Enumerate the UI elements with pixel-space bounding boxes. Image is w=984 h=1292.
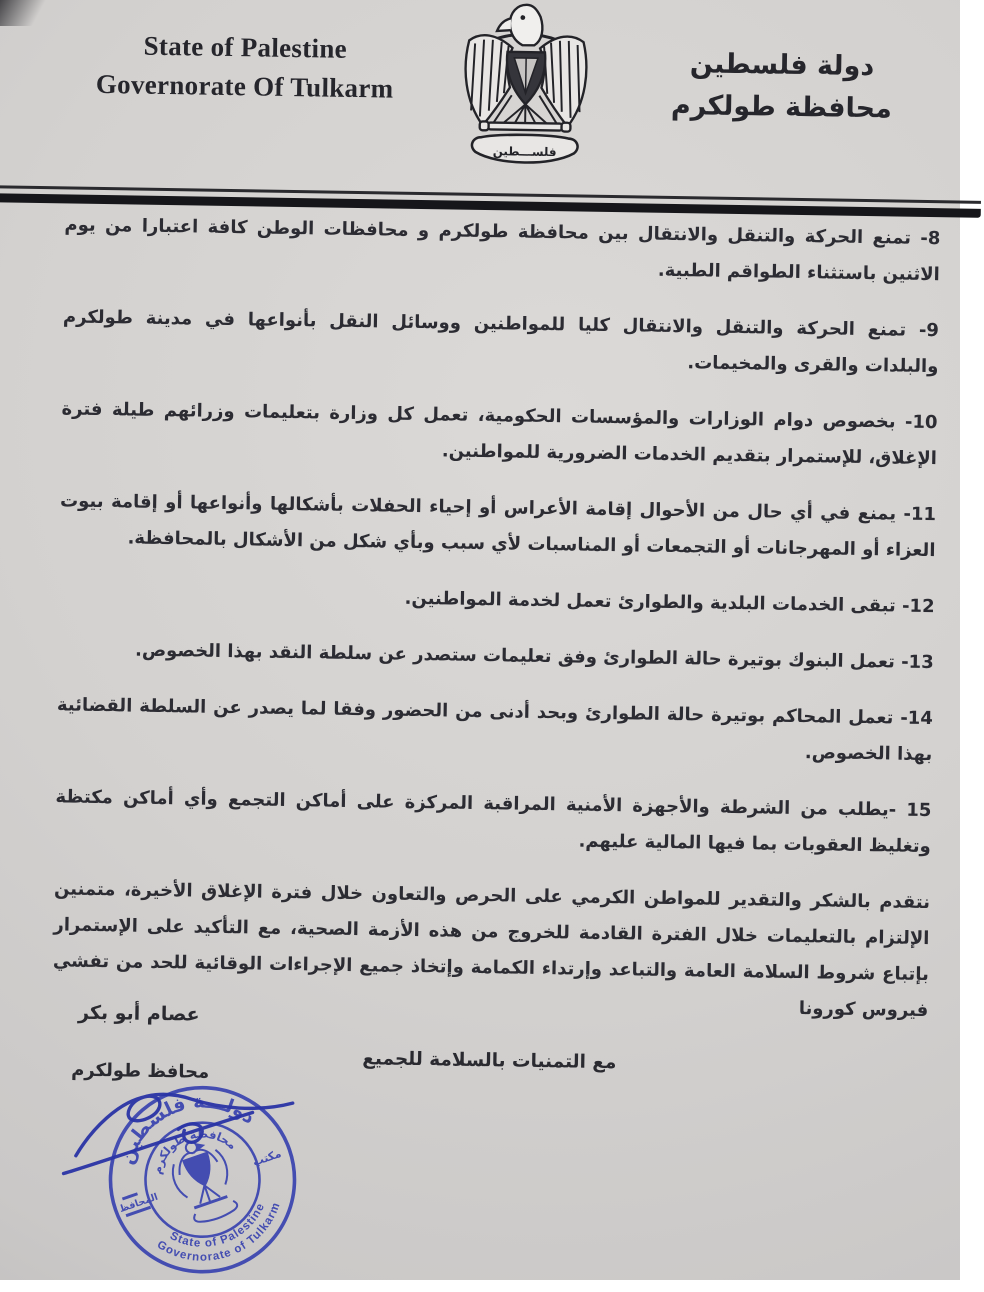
letter-item-12: 12- تبقى الخدمات البلدية والطوارئ تعمل لخدمة المواطنين. [404, 587, 935, 618]
letter-item-8: 8- تمنع الحركة والتنقل والانتقال بين محافظة طولكرم و محافظات الوطن كافة اعتبارا من يوم الاثنين باستثناء الطواقم الطبية. [64, 214, 941, 286]
letterhead-arabic-line2: محافظة طولكرم [670, 89, 893, 125]
letterhead-english-line2: Governorate Of Tulkarm [95, 69, 394, 104]
wishes-line: مع التمنيات بالسلامة للجميع [362, 1048, 617, 1074]
letter-item-13: 13- تعمل البنوك بوتيرة حالة الطوارئ وفق تعليمات ستصدر عن سلطة النقد بهذا الخصوص. [134, 639, 934, 674]
letter-item-14: 14- تعمل المحاكم بوتيرة حالة الطوارئ وبحد أدنى من الحضور وفقا لما يصدر عن السلطة القضائية بهذا الخصوص. [56, 694, 933, 766]
letter-item-11: 11- يمنع في أي حال من الأحوال إقامة الأعراس أو إحياء الحفلات بأشكالها وأنواعها أو إقامة بيوت العزاء أو المهرجانات أو التجمعات أو المناسبات لأي سبب وبأي شكل من الأشكال بالمحافظة. [59, 490, 937, 562]
stamp-english-line2-arc: Governorate of Tulkarm [154, 1200, 283, 1264]
emblem-banner-text: فلســـطين [492, 144, 557, 160]
letter-item-10: 10- بخصوص دوام الوزارات والمؤسسات الحكومية، تعمل كل وزارة بتعليمات وزرائهم طيلة فترة الإغلاق، للإستمرار بتقديم الخدمات الضرورية للمواطنين. [61, 398, 938, 470]
stamp-arabic-inner-arc: محافظة طولكرم [149, 1126, 240, 1176]
stamp-english-line1-arc: State of Palestine [167, 1201, 268, 1250]
signer-name: عصام أبو بكر [77, 1001, 200, 1026]
signer-title: محافظ طولكرم [71, 1059, 210, 1083]
stamp-right-label: مكتب [250, 1146, 283, 1169]
signature-stroke-underline [64, 1110, 253, 1177]
emblem-eagle-head [510, 5, 543, 46]
letter-item-15: 15 -يطلب من الشرطة والأجهزة الأمنية المراقبة المركزة على أماكن التجمع وأي أماكن مكتظة وتغليظ العقوبات بما فيها المالية عليهم. [55, 786, 932, 858]
stamp-left-label: المحافظ [118, 1191, 160, 1216]
palestine-eagle-emblem [455, 0, 596, 168]
letterhead-english-line1: State of Palestine [143, 30, 348, 64]
handwritten-signature [55, 1069, 307, 1223]
letter-item-9: 9- تمنع الحركة والتنقل والانتقال كليا للمواطنين ووسائل النقل بأنواعها في مدينة طولكرم والبلدات والقرى والمخيمات. [62, 306, 940, 378]
letterhead-english [60, 25, 429, 109]
emblem-perch [488, 122, 563, 130]
letterhead-arabic-line1: دولة فلسطين [689, 48, 875, 83]
stamp-arabic-top-arc: دولـــة فلسطين [115, 1090, 260, 1167]
closing-paragraph: نتقدم بالشكر والتقدير للمواطن الكرمي على الحرص والتعاون خلال فترة الإغلاق الأخيرة، متمنين الإلتزام بالتعليمات خلال الفترة القادمة للخروج من هذه الأزمة الصحية، مع التأكيد على الإستمرار بإتباع شروط السلامة العامة والتباعد وإرتداء الكمامة وإتخاذ جميع الإجراءات الوقائية للحد من تفشي فيروس كورونا [52, 878, 931, 1022]
letterhead-arabic [656, 43, 907, 131]
